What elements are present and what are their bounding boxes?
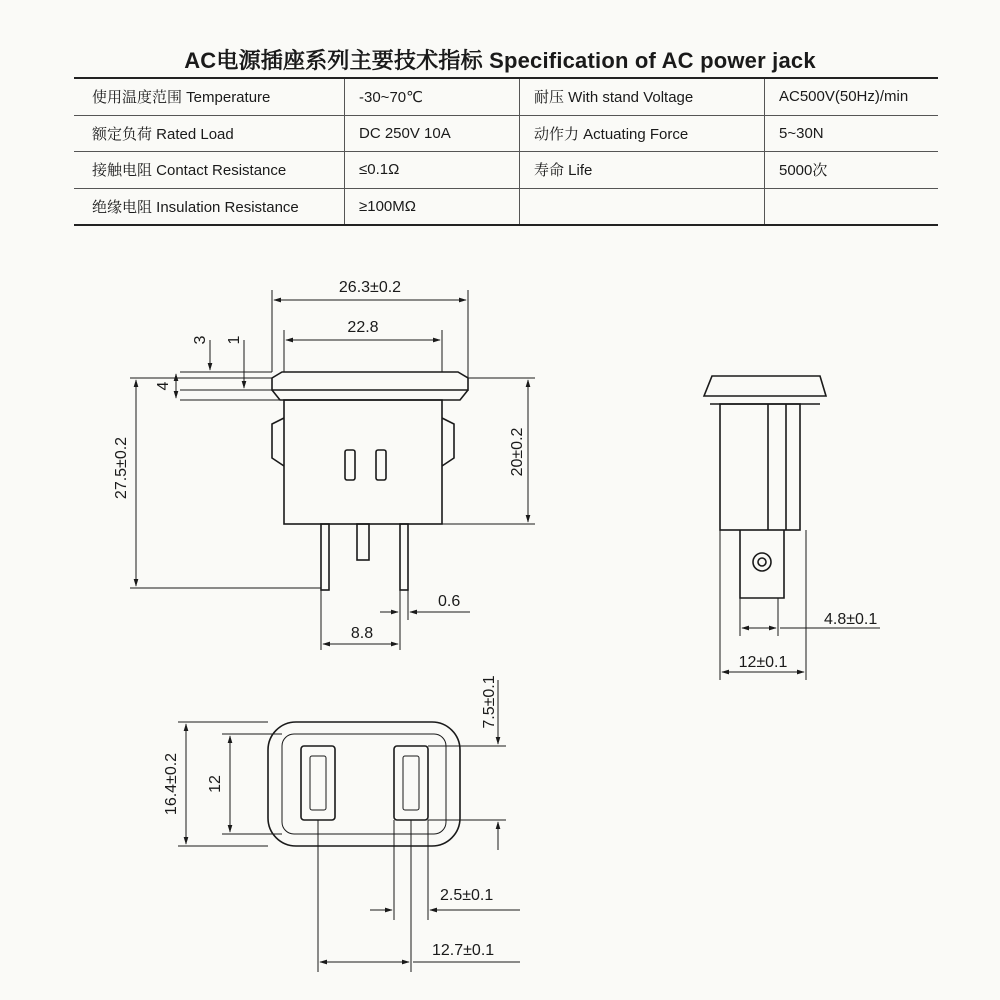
front-view-dimension-lines: [130, 290, 535, 650]
dim-flange-3: 3: [192, 335, 209, 345]
spec-label: 额定负荷 Rated Load: [74, 115, 345, 152]
spec-value: AC500V(50Hz)/min: [765, 78, 939, 115]
dim-side-depth: 12±0.1: [738, 654, 788, 671]
dim-face-height: 16.4±0.2: [163, 752, 180, 816]
spec-label: 耐压 With stand Voltage: [520, 78, 765, 115]
dim-slot-width: 2.5±0.1: [440, 887, 494, 904]
spec-value: ≤0.1Ω: [345, 152, 520, 189]
dim-flange-1: 1: [226, 335, 243, 345]
dim-flange-4: 4: [155, 381, 172, 391]
spec-value: ≥100MΩ: [345, 188, 520, 225]
dim-slot-length: 7.5±0.1: [481, 675, 498, 729]
spec-label: 绝缘电阻 Insulation Resistance: [74, 188, 345, 225]
dim-slot-pitch: 12.7±0.1: [432, 942, 495, 959]
dim-face-inner: 12: [207, 775, 224, 793]
page-title: AC电源插座系列主要技术指标 Specification of AC power jack: [184, 48, 816, 73]
spec-value: 5~30N: [765, 115, 939, 152]
spec-label: 接触电阻 Contact Resistance: [74, 152, 345, 189]
spec-value: 5000次: [765, 152, 939, 189]
face-view-dimension-labels: [163, 675, 498, 959]
face-view: [268, 722, 460, 846]
front-view: [272, 372, 468, 590]
dim-body-height: 20±0.2: [509, 427, 526, 477]
side-view-dimension-labels: [739, 611, 878, 671]
dim-pin-thickness: 0.6: [438, 593, 461, 610]
spec-label: 使用温度范围 Temperature: [74, 78, 345, 115]
dim-total-height: 27.5±0.2: [113, 436, 130, 500]
dim-side-pin-offset: 4.8±0.1: [824, 611, 878, 628]
spec-value: DC 250V 10A: [345, 115, 520, 152]
spec-value: -30~70℃: [345, 78, 520, 115]
dim-front-width-total: 26.3±0.2: [338, 279, 402, 296]
spec-label: 动作力 Actuating Force: [520, 115, 765, 152]
face-view-dimension-lines: [178, 680, 520, 972]
spec-label: 寿命 Life: [520, 152, 765, 189]
dim-front-inner-width: 22.8: [347, 319, 379, 336]
dim-pin-spacing: 8.8: [350, 625, 374, 642]
side-view: [704, 376, 826, 598]
